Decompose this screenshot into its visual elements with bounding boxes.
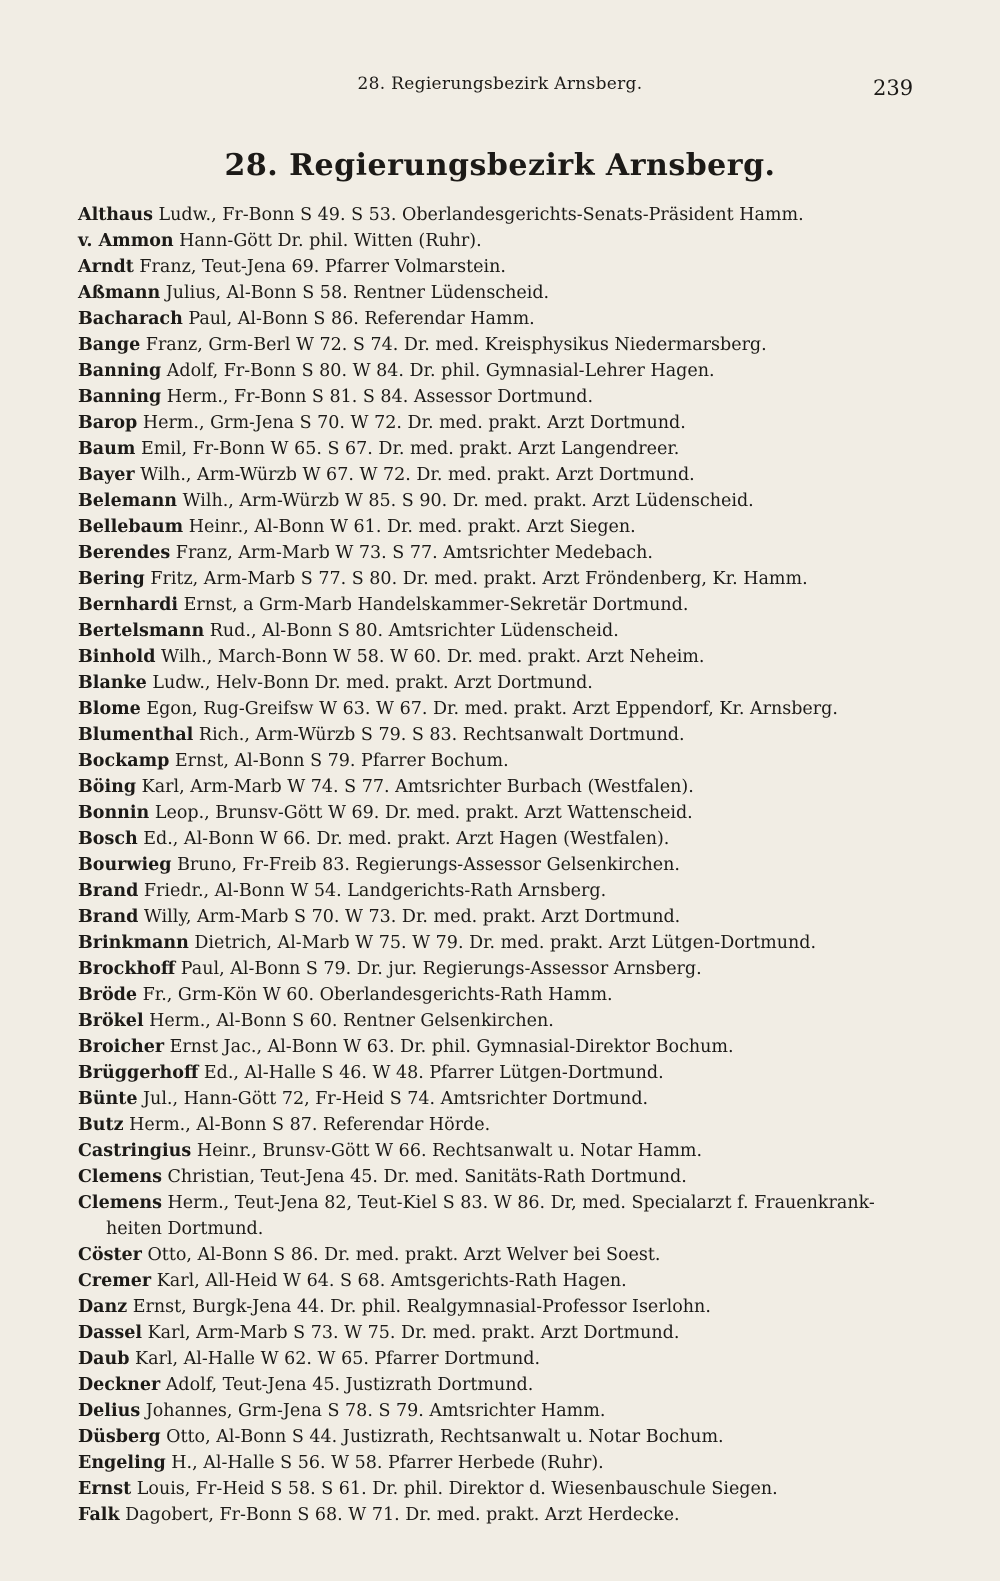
entry-details: Fritz, Arm-Marb S 77. S 80. Dr. med. prakt. Arzt Fröndenberg, Kr. Hamm. — [144, 569, 808, 589]
entry-surname: Althaus — [78, 205, 153, 225]
entry-details: Otto, Al-Bonn S 44. Justizrath, Rechtsanwalt u. Notar Bochum. — [160, 1427, 724, 1447]
entry-details: Wilh., Arm-Würzb W 85. S 90. Dr. med. prakt. Arzt Lüdenscheid. — [177, 491, 754, 511]
running-head: 28. Regierungsbezirk Arnsberg. — [357, 74, 643, 94]
list-item — [78, 488, 958, 514]
entry-details: Christian, Teut-Jena 45. Dr. med. Sanitäts-Rath Dortmund. — [161, 1167, 687, 1187]
entry-surname: Clemens — [78, 1167, 162, 1187]
entry-details: Willy, Arm-Marb S 70. W 73. Dr. med. prakt. Arzt Dortmund. — [138, 907, 681, 927]
entry-surname: Bockamp — [78, 751, 170, 771]
list-item — [78, 306, 958, 332]
entry-details: Wilh., Arm-Würzb W 67. W 72. Dr. med. prakt. Arzt Dortmund. — [134, 465, 695, 485]
entry-details: Karl, Al-Halle W 62. W 65. Pfarrer Dortmund. — [129, 1349, 541, 1369]
entry-details: Louis, Fr-Heid S 58. S 61. Dr. phil. Direktor d. Wiesenbauschule Siegen. — [131, 1479, 778, 1499]
entry-details: H., Al-Halle S 56. W 58. Pfarrer Herbede (Ruhr). — [165, 1453, 604, 1473]
entry-details: Franz, Grm-Berl W 72. S 74. Dr. med. Kreisphysikus Niedermarsberg. — [140, 335, 767, 355]
entry-surname: Böing — [78, 777, 137, 797]
list-item — [78, 358, 958, 384]
list-item — [78, 982, 958, 1008]
list-item — [78, 956, 958, 982]
list-item — [78, 280, 958, 306]
entry-details: Jul., Hann-Gött 72, Fr-Heid S 74. Amtsrichter Dortmund. — [137, 1089, 649, 1109]
list-item — [78, 202, 958, 228]
entry-surname: Cöster — [78, 1245, 142, 1265]
list-item — [78, 930, 958, 956]
list-item — [78, 410, 958, 436]
list-item — [78, 1138, 958, 1164]
entry-surname: Berendes — [78, 543, 171, 563]
entry-surname: Brinkmann — [78, 933, 189, 953]
list-item — [78, 878, 958, 904]
list-item — [78, 462, 958, 488]
list-item — [78, 228, 958, 254]
list-item — [78, 1034, 958, 1060]
entry-list — [78, 202, 958, 1528]
entry-details: Ludw., Helv-Bonn Dr. med. prakt. Arzt Dortmund. — [146, 673, 593, 693]
entry-details: Franz, Arm-Marb W 73. S 77. Amtsrichter Medebach. — [170, 543, 653, 563]
list-item — [78, 826, 958, 852]
list-item — [78, 1112, 958, 1138]
entry-details: Ernst, Burgk-Jena 44. Dr. phil. Realgymnasial-Professor Iserlohn. — [127, 1297, 711, 1317]
entry-surname: Brand — [78, 907, 139, 927]
entry-details: Paul, Al-Bonn S 79. Dr. jur. Regierungs-Assessor Arnsberg. — [175, 959, 702, 979]
entry-surname: Danz — [78, 1297, 128, 1317]
entry-surname: Bayer — [78, 465, 135, 485]
entry-details: Wilh., March-Bonn W 58. W 60. Dr. med. prakt. Arzt Neheim. — [155, 647, 705, 667]
entry-details: Heinr., Al-Bonn W 61. Dr. med. prakt. Arzt Siegen. — [183, 517, 636, 537]
entry-surname: Aßmann — [78, 283, 161, 303]
list-item — [78, 722, 958, 748]
entry-details: Herm., Fr-Bonn S 81. S 84. Assessor Dortmund. — [161, 387, 594, 407]
entry-details: Egon, Rug-Greifsw W 63. W 67. Dr. med. prakt. Arzt Eppendorf, Kr. Arnsberg. — [140, 699, 838, 719]
entry-surname: Delius — [78, 1401, 141, 1421]
entry-surname: Butz — [78, 1115, 124, 1135]
list-item — [78, 1346, 958, 1372]
entry-details: Ludw., Fr-Bonn S 49. S 53. Oberlandesgerichts-Senats-Präsident Hamm. — [152, 205, 804, 225]
entry-details: Fr., Grm-Kön W 60. Oberlandesgerichts-Rath Hamm. — [137, 985, 613, 1005]
entry-surname: Bonnin — [78, 803, 150, 823]
list-item — [78, 670, 958, 696]
entry-details: Leop., Brunsv-Gött W 69. Dr. med. prakt. Arzt Wattenscheid. — [149, 803, 693, 823]
entry-surname: Engeling — [78, 1453, 166, 1473]
entry-details: Ernst Jac., Al-Bonn W 63. Dr. phil. Gymnasial-Direktor Bochum. — [164, 1037, 734, 1057]
entry-details: Karl, Arm-Marb W 74. S 77. Amtsrichter Burbach (Westfalen). — [136, 777, 694, 797]
entry-details: Adolf, Teut-Jena 45. Justizrath Dortmund. — [160, 1375, 534, 1395]
entry-details: Herm., Al-Bonn S 60. Rentner Gelsenkirchen. — [143, 1011, 554, 1031]
list-item — [78, 1242, 958, 1268]
entry-surname: Clemens — [78, 1193, 162, 1213]
list-item — [78, 852, 958, 878]
entry-surname: Düsberg — [78, 1427, 161, 1447]
entry-surname: Bange — [78, 335, 141, 355]
entry-surname: Deckner — [78, 1375, 161, 1395]
entry-surname: Broicher — [78, 1037, 165, 1057]
entry-surname: Falk — [78, 1505, 120, 1525]
entry-details: Emil, Fr-Bonn W 65. S 67. Dr. med. prakt. Arzt Langendreer. — [135, 439, 680, 459]
entry-surname: Bosch — [78, 829, 138, 849]
entry-details: Heinr., Brunsv-Gött W 66. Rechtsanwalt u. Notar Hamm. — [191, 1141, 703, 1161]
entry-details: Karl, Arm-Marb S 73. W 75. Dr. med. prakt. Arzt Dortmund. — [142, 1323, 680, 1343]
list-item — [78, 1398, 958, 1424]
entry-surname: Bernhardi — [78, 595, 179, 615]
entry-surname: Baum — [78, 439, 136, 459]
list-item — [78, 904, 958, 930]
entry-details: Rich., Arm-Würzb S 79. S 83. Rechtsanwalt Dortmund. — [193, 725, 685, 745]
entry-surname: Bering — [78, 569, 145, 589]
list-item — [78, 1320, 958, 1346]
list-item — [78, 540, 958, 566]
list-item — [78, 618, 958, 644]
entry-surname: Bünte — [78, 1089, 138, 1109]
list-item — [78, 1086, 958, 1112]
list-item — [78, 800, 958, 826]
list-item — [78, 1424, 958, 1450]
list-item — [78, 332, 958, 358]
entry-details: Julius, Al-Bonn S 58. Rentner Lüdenscheid. — [160, 283, 550, 303]
entry-surname: Brökel — [78, 1011, 144, 1031]
entry-surname: Barop — [78, 413, 138, 433]
entry-surname: Bertelsmann — [78, 621, 205, 641]
entry-surname: Brüggerhoff — [78, 1063, 199, 1083]
entry-surname: Binhold — [78, 647, 156, 667]
list-item — [78, 1502, 958, 1528]
entry-surname: Blanke — [78, 673, 147, 693]
list-item — [78, 1008, 958, 1034]
entry-surname: Blome — [78, 699, 141, 719]
entry-surname: Castringius — [78, 1141, 192, 1161]
entry-surname: Dassel — [78, 1323, 143, 1343]
entry-details: Ernst, Al-Bonn S 79. Pfarrer Bochum. — [169, 751, 509, 771]
entry-surname: Bacharach — [78, 309, 183, 329]
entry-surname: Banning — [78, 387, 162, 407]
list-item — [78, 436, 958, 462]
list-item — [78, 1450, 958, 1476]
section-title: 28. Regierungsbezirk Arnsberg. — [224, 148, 776, 183]
entry-surname: Brockhoff — [78, 959, 176, 979]
entry-details: Ed., Al-Bonn W 66. Dr. med. prakt. Arzt Hagen (Westfalen). — [137, 829, 670, 849]
list-item — [78, 514, 958, 540]
list-item — [78, 592, 958, 618]
entry-details: Otto, Al-Bonn S 86. Dr. med. prakt. Arzt Welver bei Soest. — [141, 1245, 661, 1265]
entry-details: Friedr., Al-Bonn W 54. Landgerichts-Rath Arnsberg. — [138, 881, 607, 901]
entry-surname: Brand — [78, 881, 139, 901]
entry-surname: Bourwieg — [78, 855, 172, 875]
list-item — [78, 774, 958, 800]
entry-surname: Bellebaum — [78, 517, 184, 537]
list-item — [78, 1216, 958, 1242]
entry-surname: Belemann — [78, 491, 178, 511]
entry-details: Franz, Teut-Jena 69. Pfarrer Volmarstein. — [133, 257, 506, 277]
entry-details: Adolf, Fr-Bonn S 80. W 84. Dr. phil. Gymnasial-Lehrer Hagen. — [161, 361, 715, 381]
page-number: 239 — [873, 76, 914, 100]
entry-surname: Cremer — [78, 1271, 152, 1291]
entry-details: Ed., Al-Halle S 46. W 48. Pfarrer Lütgen-Dortmund. — [198, 1063, 664, 1083]
entry-details: Herm., Teut-Jena 82, Teut-Kiel S 83. W 86. Dr, med. Specialarzt f. Frauenkrank- — [161, 1193, 875, 1213]
list-item — [78, 1268, 958, 1294]
entry-details: Dagobert, Fr-Bonn S 68. W 71. Dr. med. prakt. Arzt Herdecke. — [119, 1505, 680, 1525]
entry-details: Dietrich, Al-Marb W 75. W 79. Dr. med. prakt. Arzt Lütgen-Dortmund. — [188, 933, 817, 953]
list-item — [78, 1476, 958, 1502]
list-item — [78, 1190, 958, 1216]
entry-details: Ernst, a Grm-Marb Handelskammer-Sekretär Dortmund. — [178, 595, 689, 615]
entry-surname: Banning — [78, 361, 162, 381]
list-item — [78, 1372, 958, 1398]
entry-details: Karl, All-Heid W 64. S 68. Amtsgerichts-Rath Hagen. — [151, 1271, 627, 1291]
list-item — [78, 748, 958, 774]
entry-details: Johannes, Grm-Jena S 78. S 79. Amtsrichter Hamm. — [140, 1401, 606, 1421]
list-item — [78, 566, 958, 592]
entry-details: Bruno, Fr-Freib 83. Regierungs-Assessor Gelsenkirchen. — [171, 855, 680, 875]
entry-surname: Ernst — [78, 1479, 132, 1499]
entry-surname: Arndt — [78, 257, 134, 277]
entry-details: heiten Dortmund. — [106, 1219, 264, 1239]
list-item — [78, 254, 958, 280]
entry-details: Herm., Grm-Jena S 70. W 72. Dr. med. prakt. Arzt Dortmund. — [137, 413, 686, 433]
entry-surname: v. Ammon — [78, 231, 174, 251]
entry-details: Hann-Gött Dr. phil. Witten (Ruhr). — [173, 231, 482, 251]
list-item — [78, 384, 958, 410]
list-item — [78, 696, 958, 722]
list-item — [78, 1294, 958, 1320]
entry-details: Rud., Al-Bonn S 80. Amtsrichter Lüdenscheid. — [204, 621, 619, 641]
entry-surname: Bröde — [78, 985, 138, 1005]
list-item — [78, 1164, 958, 1190]
list-item — [78, 1060, 958, 1086]
list-item — [78, 644, 958, 670]
entry-surname: Daub — [78, 1349, 130, 1369]
entry-details: Paul, Al-Bonn S 86. Referendar Hamm. — [182, 309, 535, 329]
entry-surname: Blumenthal — [78, 725, 194, 745]
entry-details: Herm., Al-Bonn S 87. Referendar Hörde. — [123, 1115, 491, 1135]
